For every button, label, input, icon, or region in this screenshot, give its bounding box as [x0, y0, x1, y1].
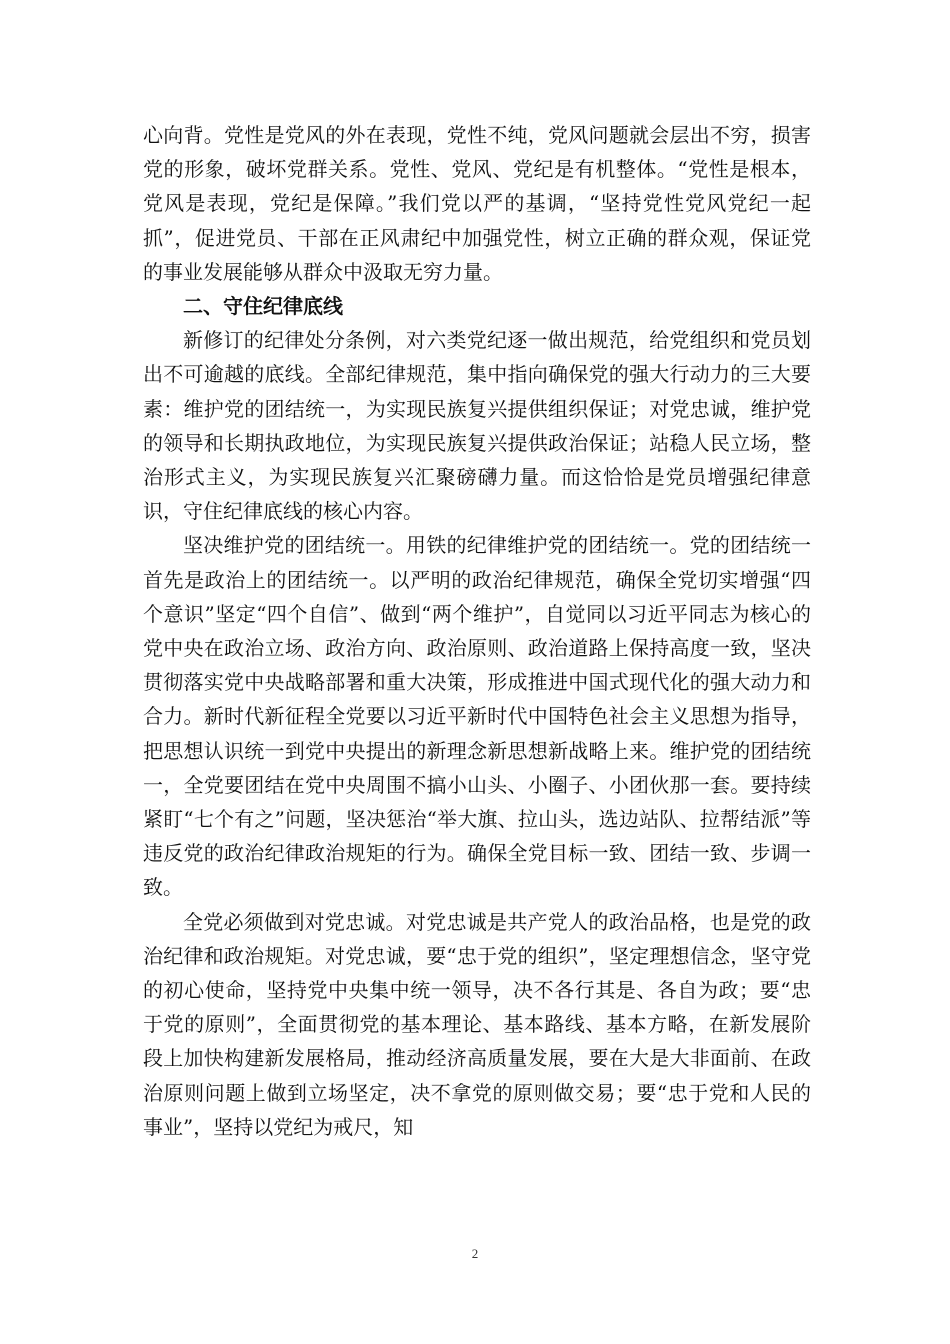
document-page [143, 118, 811, 1144]
paragraph-4: 全党必须做到对党忠诚。对党忠诚是共产党人的政治品格，也是党的政治纪律和政治规矩。对党忠诚，要“忠于党的组织”，坚定理想信念，坚守党的初心使命，坚持党中央集中统一领导，决不各行其是、各自为政；要“忠于党的原则”，全面贯彻党的基本理论、基本路线、基本方略，在新发展阶段上加快构建新发展格局，推动经济高质量发展，要在大是大非面前、在政治原则问题上做到立场坚定，决不拿党的原则做交易；要“忠于党和人民的事业”，坚持以党纪为戒尺，知 [143, 909, 811, 1139]
paragraph-1: 心向背。党性是党风的外在表现，党性不纯，党风问题就会层出不穷，损害党的形象，破坏党群关系。党性、党风、党纪是有机整体。“党性是根本，党风是表现，党纪是保障。”我们党以严的基调，“坚持党性党风党纪一起抓”，促进党员、干部在正风肃纪中加强党性，树立正确的群众观，保证党的事业发展能够从群众中汲取无穷力量。 [143, 123, 811, 284]
section-heading: 二、守住纪律底线 [183, 294, 343, 319]
paragraph-3: 坚决维护党的团结统一。用铁的纪律维护党的团结统一。党的团结统一首先是政治上的团结统一。以严明的政治纪律规范，确保全党切实增强“四个意识”坚定“四个自信”、做到“两个维护”，自觉同以习近平同志为核心的党中央在政治立场、政治方向、政治原则、政治道路上保持高度一致，坚决贯彻落实党中央战略部署和重大决策，形成推进中国式现代化的强大动力和合力。新时代新征程全党要以习近平新时代中国特色社会主义思想为指导，把思想认识统一到党中央提出的新理念新思想新战略上来。维护党的团结统一，全党要团结在党中央周围不搞小山头、小圈子、小团伙那一套。要持续紧盯“七个有之”问题，坚决惩治“举大旗、拉山头，选边站队、拉帮结派”等违反党的政治纪律政治规矩的行为。确保全党目标一致、团结一致、步调一致。 [143, 533, 811, 900]
page-number: 2 [471, 1246, 479, 1261]
paragraph-2: 新修订的纪律处分条例，对六类党纪逐一做出规范，给党组织和党员划出不可逾越的底线。全部纪律规范，集中指向确保党的强大行动力的三大要素：维护党的团结统一，为实现民族复兴提供组织保证；对党忠诚，维护党的领导和长期执政地位，为实现民族复兴提供政治保证；站稳人民立场，整治形式主义，为实现民族复兴汇聚磅礴力量。而这恰恰是党员增强纪律意识，守住纪律底线的核心内容。 [143, 328, 811, 524]
